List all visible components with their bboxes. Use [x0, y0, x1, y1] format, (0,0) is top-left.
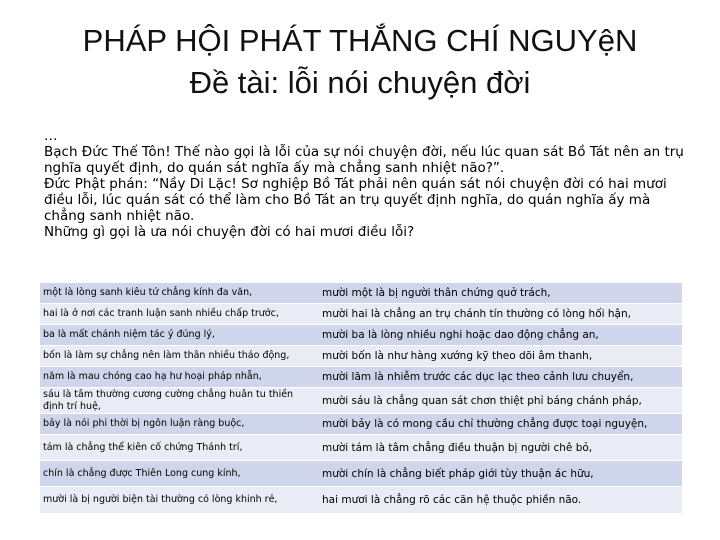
- title-line-2: Đề tài: lỗi nói chuyện đời: [189, 65, 531, 100]
- table-row: [40, 283, 682, 304]
- table-cell-right: mười bảy là có mong cầu chỉ thường chẳng được toại nguyện,: [316, 414, 682, 435]
- table-cell-right: mười chín là chẳng biết pháp giới tùy thuận ác hữu,: [316, 461, 682, 487]
- table-cell-left: tám là chẳng thể kiên cố chứng Thánh trí,: [40, 435, 316, 461]
- table-row: [40, 325, 682, 346]
- table-cell-right: mười sáu là chẳng quan sát chơn thiệt phỉ báng chánh pháp,: [316, 388, 682, 414]
- table-row: [40, 435, 682, 461]
- table-cell-left: hai là ở nơi các tranh luận sanh nhiều chấp trước,: [40, 304, 316, 325]
- intro-answer: Đức Phật phán: “Nầy Di Lặc! Sơ nghiệp Bồ Tát phải nên quán sát nói chuyện đời có hai mươi điều lỗi, lúc quán sát có thể làm cho Bồ Tát an trụ quyết định nghĩa, do quán nghĩa ấy mà chẳng sanh nhiệt não.: [44, 176, 667, 224]
- faults-table: [40, 282, 682, 513]
- table-cell-right: mười tám là tâm chẳng điều thuận bị người chê bỏ,: [316, 435, 682, 461]
- table-row: [40, 461, 682, 487]
- table-row: [40, 304, 682, 325]
- table-cell-left: một là lòng sanh kiêu tứ chẳng kính đa văn,: [40, 283, 316, 304]
- table-cell-left: năm là mau chóng cao hạ hư hoại pháp nhẫn,: [40, 367, 316, 388]
- table-row: [40, 487, 682, 513]
- table-cell-left: sáu là tâm thường cương cường chẳng huân tu thiền định trí huệ,: [40, 388, 316, 414]
- table-cell-right: mười ba là lòng nhiều nghi hoặc dao động chẳng an,: [316, 325, 682, 346]
- table-row: [40, 414, 682, 435]
- intro-question: Bạch Đức Thế Tôn! Thế nào gọi là lỗi của sự nói chuyện đời, nếu lúc quan sát Bồ Tát nên an trụ nghĩa quyết định, do quán sát nghĩa ấy mà chẳng sanh nhiệt não?”.: [44, 144, 684, 176]
- intro-list-question: Những gì gọi là ưa nói chuyện đời có hai mươi điều lỗi?: [44, 224, 415, 240]
- slide-title: [30, 20, 690, 104]
- table-cell-right: mười bốn là như hàng xướng kỹ theo dõi âm thanh,: [316, 346, 682, 367]
- table-cell-left: bảy là nói phi thời bị ngôn luận ràng buộc,: [40, 414, 316, 435]
- intro-ellipsis: …: [44, 128, 58, 144]
- table-cell-right: hai mươi là chẳng rõ các căn hệ thuộc phiền não.: [316, 487, 682, 513]
- table-cell-left: ba là mất chánh niệm tác ý đúng lý,: [40, 325, 316, 346]
- table-cell-right: mười hai là chẳng an trụ chánh tín thường có lòng hối hận,: [316, 304, 682, 325]
- table-cell-left: mười là bị người biện tài thường có lòng khinh rẻ,: [40, 487, 316, 513]
- intro-text: [44, 128, 684, 240]
- table-cell-right: mười lăm là nhiễm trước các dục lạc theo cảnh lưu chuyển,: [316, 367, 682, 388]
- table-row: [40, 388, 682, 414]
- table-cell-left: chín là chẳng được Thiên Long cung kính,: [40, 461, 316, 487]
- table-cell-left: bốn là làm sự chẳng nên làm thân nhiều tháo động,: [40, 346, 316, 367]
- table-row: [40, 346, 682, 367]
- table-row: [40, 367, 682, 388]
- table-cell-right: mười một là bị người thân chứng quở trách,: [316, 283, 682, 304]
- title-line-1: PHÁP HỘI PHÁT THẮNG CHÍ NGUYệN: [82, 23, 638, 58]
